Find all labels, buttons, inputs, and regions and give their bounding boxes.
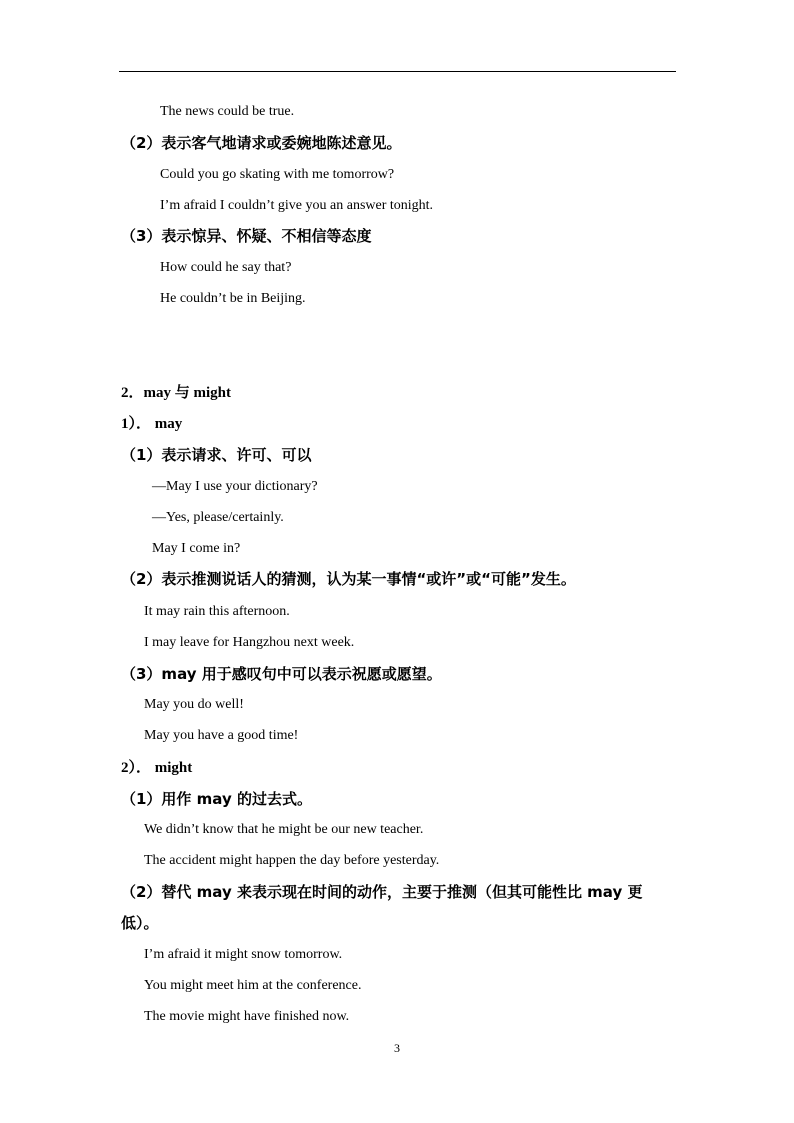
heading-could-usage-3: （3）表示惊异、怀疑、不相信等态度 (121, 227, 372, 245)
example-sentence: May you do well! (144, 697, 244, 712)
example-sentence: I may leave for Hangzhou next week. (144, 635, 355, 650)
subsection-heading-may: 1）． may (121, 416, 183, 432)
example-sentence: I’m afraid I couldn’t give you an answer tonight. (160, 198, 434, 213)
header-rule (119, 71, 676, 72)
example-sentence: May I come in? (152, 541, 241, 556)
heading-may-usage-1: （1）表示请求、许可、可以 (121, 446, 312, 464)
example-sentence: The accident might happen the day before yesterday. (144, 853, 440, 868)
example-sentence: May you have a good time! (144, 728, 299, 743)
example-sentence: The movie might have finished now. (144, 1009, 350, 1024)
example-sentence: I’m afraid it might snow tomorrow. (144, 947, 343, 962)
heading-might-usage-2-cont: 低）。 (121, 914, 159, 932)
example-sentence: The news could be true. (160, 104, 295, 119)
heading-might-usage-1: （1）用作 may 的过去式。 (121, 790, 312, 808)
example-sentence: —Yes, please/certainly. (152, 510, 284, 525)
heading-could-usage-2: （2）表示客气地请求或委婉地陈述意见。 (121, 134, 402, 152)
section-heading-may-might: 2．may 与 might (121, 385, 231, 401)
example-sentence: How could he say that? (160, 260, 292, 275)
example-sentence: You might meet him at the conference. (144, 978, 362, 993)
example-sentence: He couldn’t be in Beijing. (160, 291, 306, 306)
subsection-heading-might: 2）． might (121, 760, 193, 776)
heading-may-usage-2: （2）表示推测说话人的猜测，认为某一事情“或许”或“可能”发生。 (121, 570, 576, 588)
page-number: 3 (394, 1041, 400, 1055)
example-sentence: —May I use your dictionary? (152, 479, 318, 494)
example-sentence: It may rain this afternoon. (144, 604, 290, 619)
example-sentence: Could you go skating with me tomorrow? (160, 167, 395, 182)
heading-may-usage-3: （3）may 用于感叹句中可以表示祝愿或愿望。 (121, 665, 442, 683)
example-sentence: We didn’t know that he might be our new teacher. (144, 822, 424, 837)
heading-might-usage-2: （2）替代 may 来表示现在时间的动作，主要于推测（但其可能性比 may 更 (121, 883, 643, 901)
